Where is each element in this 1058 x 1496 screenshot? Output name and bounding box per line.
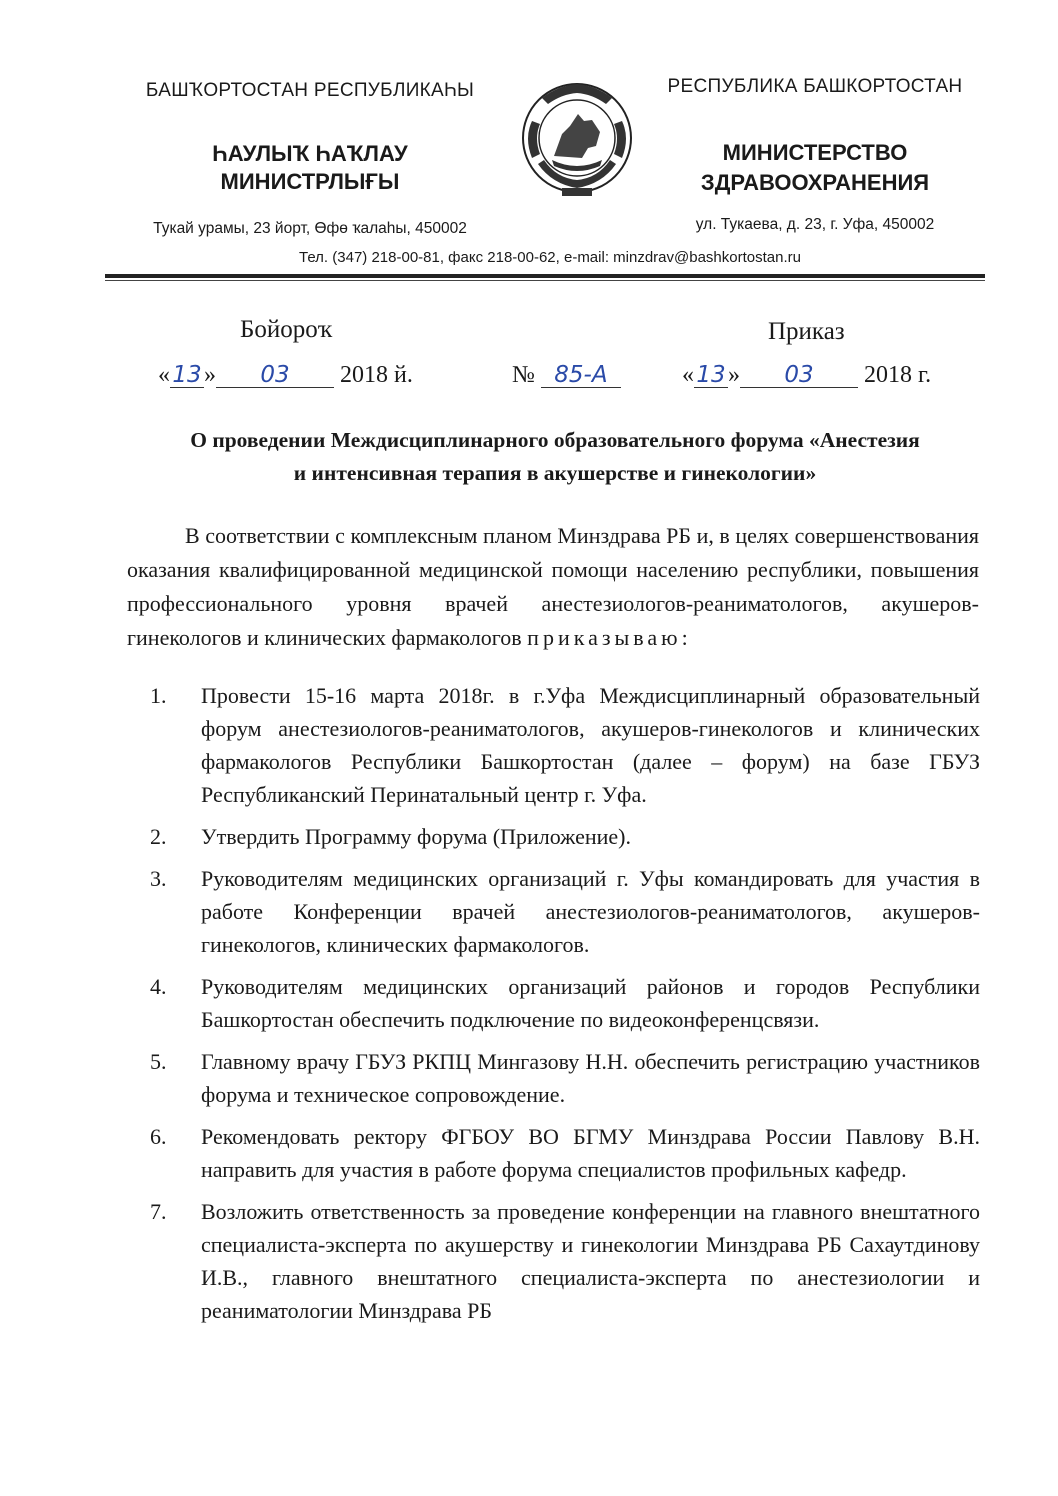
right-ministry-name [645, 138, 985, 198]
bashkortostan-coat-of-arms-icon [512, 76, 642, 206]
order-label-bashkir: Бойороҡ [240, 316, 333, 343]
date-right-month: 03 [740, 363, 858, 388]
close-quote: » [204, 362, 216, 388]
intro-command: приказываю: [527, 625, 692, 650]
date-left-month: 03 [216, 363, 334, 388]
open-quote: « [682, 362, 694, 388]
right-ministry-line1: МИНИСТЕРСТВО [722, 140, 908, 165]
number-value: 85-А [541, 363, 621, 388]
date-right-day: 13 [694, 363, 728, 388]
left-ministry-line2: МИНИСТРЛЫҒЫ [220, 169, 400, 194]
left-ministry-line1: ҺАУЛЫҠ ҺАҠЛАУ [212, 141, 408, 166]
date-left [158, 362, 413, 389]
right-republic-name: РЕСПУБЛИКА БАШКОРТОСТАН [667, 76, 963, 97]
list-item: 5. Главному врачу ГБУЗ РКПЦ Мингазову Н.Н. обеспечить регистрацию участников форума и техническое сопровождение. [150, 1049, 980, 1107]
list-item: 1. Провести 15-16 марта 2018г. в г.Уфа Междисциплинарный образовательный форум анестезиологов-реаниматологов, акушеров-гинекологов и клинических фармакологов Республики Башкортостан (далее – форум) на базе ГБУЗ Республиканский Перинатальный центр г. Уфа. [150, 683, 980, 807]
left-address: Тукай урамы, 23 йорт, Өфө ҡалаһы, 450002 [153, 220, 467, 237]
date-left-day: 13 [170, 363, 204, 388]
list-item: 2. Утвердить Программу форума (Приложение). [150, 824, 631, 849]
order-label-russian: Приказ [768, 318, 845, 345]
document-title [120, 424, 990, 490]
order-items-list [150, 679, 980, 1336]
date-right-year: 2018 г. [864, 362, 932, 388]
list-item: 3. Руководителям медицинских организаций г. Уфы командировать для участия в работе Конференции врачей анестезиологов-реаниматологов, акушеров-гинекологов, клинических фармакологов. [150, 866, 980, 957]
header-divider-thin [105, 280, 985, 281]
intro-paragraph [127, 519, 979, 655]
left-ministry-name [110, 140, 510, 196]
date-left-year: 2018 й. [340, 362, 413, 388]
date-right [682, 362, 931, 389]
list-item: 4. Руководителям медицинских организаций районов и городов Республики Башкортостан обеспечить подключение по видеоконференцсвязи. [150, 974, 980, 1032]
header-divider-thick [105, 274, 985, 278]
intro-text: В соответствии с комплексным планом Минздрава РБ и, в целях совершенствования оказания квалифицированной медицинской помощи населению республики, повышения профессионального уровня врачей анестезиологов-реаниматологов, акушеров-гинекологов и клинических фармакологов [127, 523, 979, 650]
left-republic-name: БАШҠОРТОСТАН РЕСПУБЛИКАҺЫ [145, 80, 475, 101]
number-label: № [512, 362, 535, 388]
title-line2: и интенсивная терапия в акушерстве и гинекологии» [293, 461, 817, 485]
title-line1: О проведении Междисциплинарного образовательного форума «Анестезия [190, 428, 920, 452]
right-address: ул. Тукаева, д. 23, г. Уфа, 450002 [695, 216, 935, 233]
order-number [512, 362, 621, 389]
contacts-line: Тел. (347) 218-00-81, факс 218-00-62, e-mail: minzdrav@bashkortostan.ru [299, 249, 801, 266]
right-ministry-line2: ЗДРАВООХРАНЕНИЯ [700, 170, 930, 195]
list-item: 6. Рекомендовать ректору ФГБОУ ВО БГМУ Минздрава России Павлову В.Н. направить для участия в работе форума специалистов профильных кафедр. [150, 1124, 980, 1182]
open-quote: « [158, 362, 170, 388]
list-item: 7. Возложить ответственность за проведение конференции на главного внештатного специалиста-эксперта по акушерству и гинекологии Минздрава РБ Сахаутдинову И.В., главного внештатного специалиста-эксперта по анестезиологии и реаниматологии Минздрава РБ [150, 1199, 980, 1323]
close-quote: » [728, 362, 740, 388]
